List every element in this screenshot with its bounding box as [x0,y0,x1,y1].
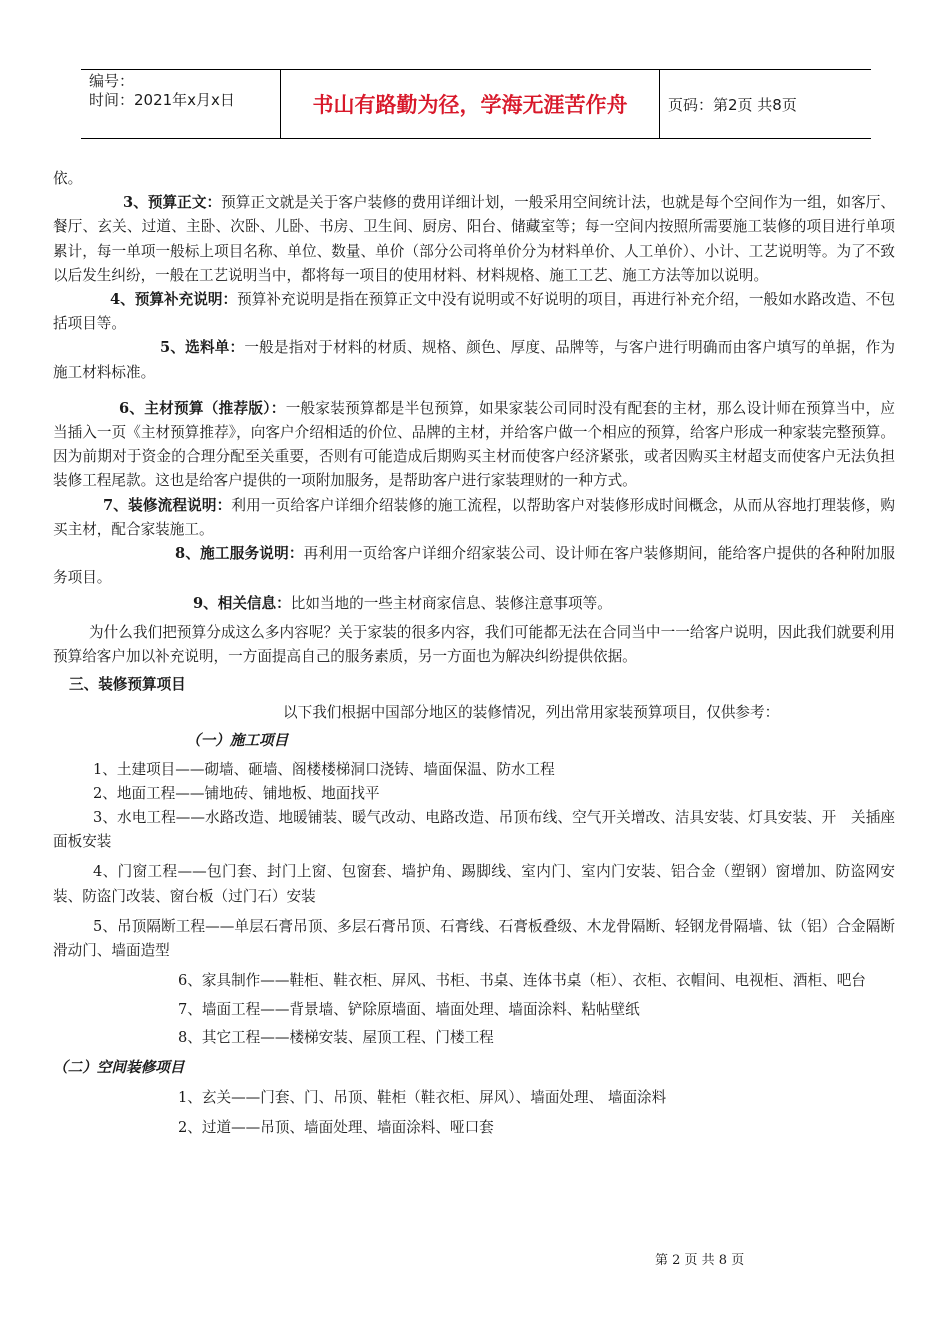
list-item: 5、吊顶隔断工程——单层石膏吊顶、多层石膏吊顶、石膏线、石膏板叠级、木龙骨隔断、轻钢龙骨隔墙、钛（铝）合金隔断滑动门、墙面造型 [53,917,895,960]
subheading-construction: （一）施工项目 [186,732,289,750]
list-item: 1、玄关——门套、门、吊顶、鞋柜（鞋衣柜、屏风）、墙面处理、 墙面涂料 [178,1089,667,1107]
paragraph-process [53,494,895,542]
paragraph-service-title: 8、施工服务说明： [175,545,304,563]
paragraph-material-sheet-title: 5、选料单： [160,339,245,357]
page-footer: 第 2 页 共 8 页 [655,1253,745,1268]
list-item: 6、家具制作——鞋柜、鞋衣柜、屏风、书柜、书桌、连体书桌（柜）、衣柜、衣帽间、电视柜、酒柜、吧台 [178,972,866,990]
paragraph-continuation: 依。 [53,170,83,187]
paragraph-material-sheet-text: 一般是指对于材料的材质、规格、颜色、厚度、品牌等，与客户进行明确而由客户填写的单据，作为施工材料标准。 [53,339,895,381]
paragraph-related-info-text: 比如当地的一些主材商家信息、装修注意事项等。 [290,595,612,613]
paragraph-budget-body-text: 预算正文就是关于客户装修的费用详细计划，一般采用空间统计法，也就是每个空间作为一组，如客厅、餐厅、玄关、过道、主卧、次卧、儿卧、书房、卫生间、厨房、阳台、储藏室等；每一空间内按照所需要施工装修的项目进行单项累计，每一单项一般标上项目名称、单位、数量、单价（部分公司将单价分为材料单价、人工单价）、小计、工艺说明等。为了不致以后发生纠纷，一般在工艺说明当中，都将每一项目的使用材料、材料规格、施工工艺、施工方法等加以说明。 [53,194,895,284]
paragraph-material-sheet [53,336,895,384]
paragraph-budget-supplement-text: 预算补充说明是指在预算正文中没有说明或不好说明的项目，再进行补充介绍，一般如水路改造、不包括项目等。 [53,291,895,333]
space-items-list [53,1086,895,1140]
header-number: 编号： [89,72,135,90]
paragraph-budget-supplement-title: 4、预算补充说明： [110,291,238,309]
document-body [53,167,895,1141]
paragraph-related-info [53,592,895,616]
header-time: 时间：2021年x月x日 [89,91,235,109]
list-item: 2、地面工程——铺地砖、铺地板、地面找平 [93,784,380,802]
paragraph-budget-supplement [53,288,895,336]
list-item: 2、过道——吊顶、墙面处理、墙面涂料、哑口套 [178,1119,494,1137]
section-heading-budget-items: 三、装修预算项目 [69,676,186,694]
subheading-spaces: （二）空间装修项目 [53,1058,185,1076]
page-header [81,69,871,139]
paragraph-process-title: 7、装修流程说明： [103,496,232,514]
list-item: 8、其它工程——楼梯安装、屋顶工程、门楼工程 [178,1028,494,1046]
list-item: 1、土建项目——砌墙、砸墙、阁楼楼梯洞口浇铸、墙面保温、防水工程 [93,760,555,778]
paragraph-budget-body [53,191,895,288]
paragraph-main-material-title: 6、主材预算（推荐版）： [119,399,286,417]
construction-items-list [53,758,895,1050]
list-item: 7、墙面工程——背景墙、铲除原墙面、墙面处理、墙面涂料、粘帖壁纸 [178,1000,640,1018]
paragraph-why: 为什么我们把预算分成这么多内容呢？关于家装的很多内容，我们可能都无法在合同当中一一给客户说明，因此我们就要利用预算给客户加以补充说明，一方面提高自己的服务素质，另一方面也为解决纠纷提供依据。 [53,623,895,665]
header-meta [81,70,281,138]
paragraph-service [53,542,895,590]
list-item: 3、水电工程——水路改造、地暖铺装、暖气改动、电路改造、吊顶布线、空气开关增改、洁具安装、灯具安装、开 关插座面板安装 [53,809,895,851]
paragraph-main-material [53,397,895,494]
paragraph-main-material-text: 一般家装预算都是半包预算，如果家装公司同时没有配套的主材，那么设计师在预算当中，应当插入一页《主材预算推荐》，向客户介绍相适的价位、品牌的主材，并给客户做一个相应的预算，给客户形成一种家装完整预算。因为前期对于资金的合理分配至关重要，否则有可能造成后期购买主材而使客户经济紧张，或者因购买主材超支而使客户无法负担装修工程尾款。这也是给客户提供的一项附加服务，是帮助客户进行家装理财的一种方式。 [53,399,895,490]
header-page-info: 页码：第2页 共8页 [668,95,797,114]
paragraph-budget-body-title: 3、预算正文： [123,194,222,212]
header-motto: 书山有路勤为径，学海无涯苦作舟 [281,70,660,138]
paragraph-related-info-title: 9、相关信息： [193,595,291,613]
paragraph-intro: 以下我们根据中国部分地区的装修情况，列出常用家装预算项目，仅供参考： [283,704,780,722]
list-item: 4、门窗工程——包门套、封门上窗、包窗套、墙护角、踢脚线、室内门、室内门安装、铝合金（塑钢）窗增加、防盗网安装、防盗门改装、窗台板（过门石）安装 [53,863,895,905]
paragraph-process-text: 利用一页给客户详细介绍装修的施工流程，以帮助客户对装修形成时间概念，从而从容地打理装修，购买主材，配合家装施工。 [53,496,895,538]
paragraph-service-text: 再利用一页给客户详细介绍家装公司、设计师在客户装修期间，能给客户提供的各种附加服务项目。 [53,545,895,587]
